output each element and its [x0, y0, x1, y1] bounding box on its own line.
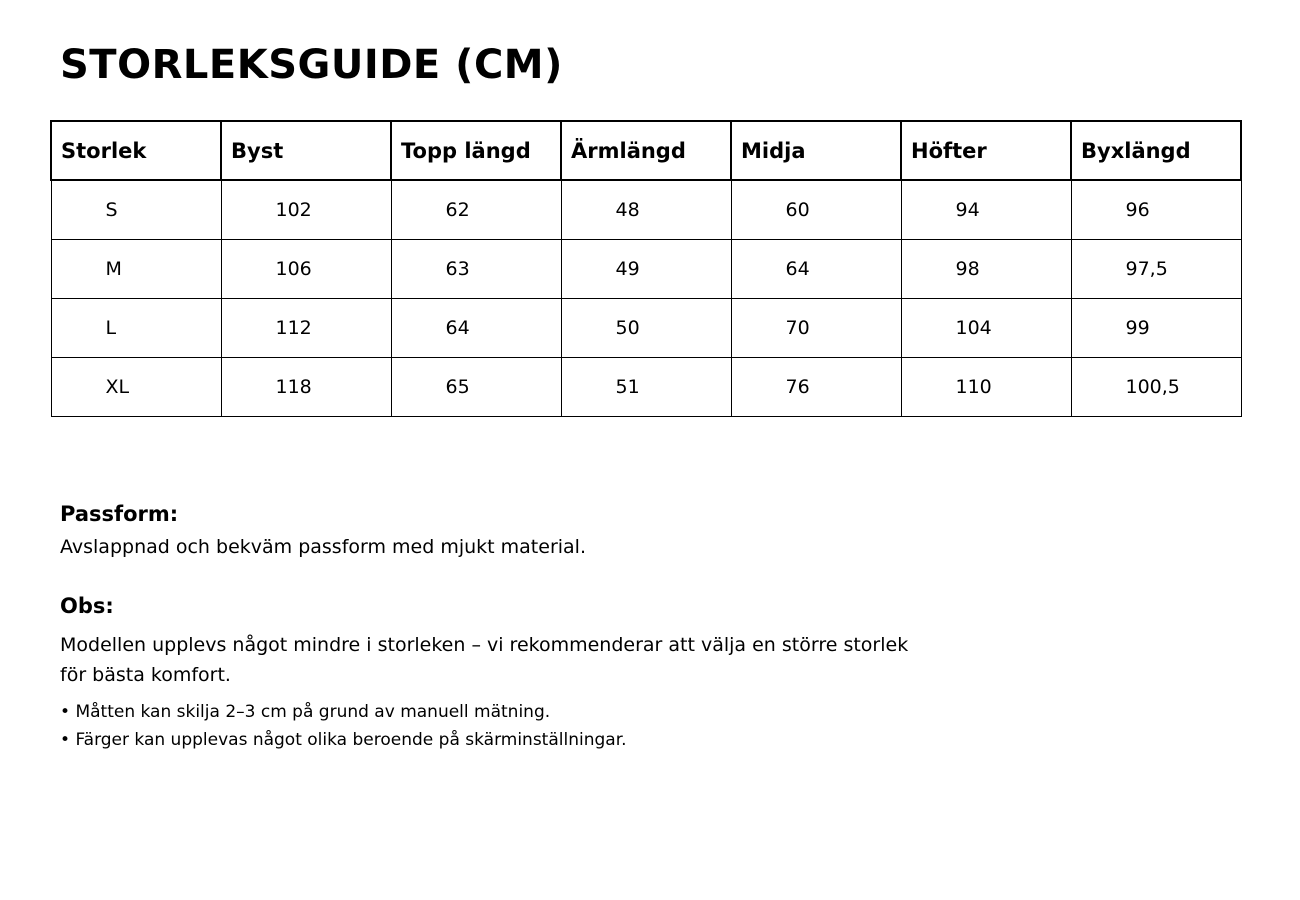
table-cell: 64 [731, 239, 901, 298]
table-cell: 48 [561, 180, 731, 239]
table-cell: 96 [1071, 180, 1241, 239]
table-cell: 65 [391, 357, 561, 416]
table-cell: 102 [221, 180, 391, 239]
table-cell: 94 [901, 180, 1071, 239]
table-cell: 49 [561, 239, 731, 298]
list-item: • Måtten kan skilja 2–3 cm på grund av manuell mätning. [60, 698, 920, 726]
notes-bullet-list [60, 698, 920, 754]
table-cell: 62 [391, 180, 561, 239]
table-row [51, 298, 1241, 357]
table-cell: S [51, 180, 221, 239]
table-cell: XL [51, 357, 221, 416]
fit-description: Avslappnad och bekväm passform med mjukt material. [60, 536, 586, 558]
table-row [51, 180, 1241, 239]
table-cell: 106 [221, 239, 391, 298]
header-byxlangd: Byxlängd [1071, 121, 1241, 180]
obs-heading: Obs: [60, 594, 114, 618]
header-armlangd: Ärmlängd [561, 121, 731, 180]
fit-heading: Passform: [60, 502, 179, 526]
table-cell: 104 [901, 298, 1071, 357]
size-table [50, 120, 1242, 417]
table-cell: 51 [561, 357, 731, 416]
notes-section [60, 496, 920, 754]
header-storlek: Storlek [51, 121, 221, 180]
table-cell: 118 [221, 357, 391, 416]
table-header-row [51, 121, 1241, 180]
table-cell: M [51, 239, 221, 298]
table-row [51, 357, 1241, 416]
header-byst: Byst [221, 121, 391, 180]
table-cell: 97,5 [1071, 239, 1241, 298]
table-cell: 112 [221, 298, 391, 357]
table-cell: 60 [731, 180, 901, 239]
table-cell: 76 [731, 357, 901, 416]
table-cell: 64 [391, 298, 561, 357]
table-cell: 110 [901, 357, 1071, 416]
table-cell: 99 [1071, 298, 1241, 357]
table-cell: 50 [561, 298, 731, 357]
table-row [51, 239, 1241, 298]
table-cell: 63 [391, 239, 561, 298]
table-cell: 100,5 [1071, 357, 1241, 416]
table-cell: 98 [901, 239, 1071, 298]
page-title: STORLEKSGUIDE (CM) [60, 42, 563, 88]
header-midja: Midja [731, 121, 901, 180]
table-cell: L [51, 298, 221, 357]
header-hofter: Höfter [901, 121, 1071, 180]
header-topp-langd: Topp längd [391, 121, 561, 180]
list-item: • Färger kan upplevas något olika beroende på skärminställningar. [60, 726, 920, 754]
table-cell: 70 [731, 298, 901, 357]
obs-description: Modellen upplevs något mindre i storleken – vi rekommenderar att välja en större storlek för bästa komfort. [60, 634, 909, 686]
